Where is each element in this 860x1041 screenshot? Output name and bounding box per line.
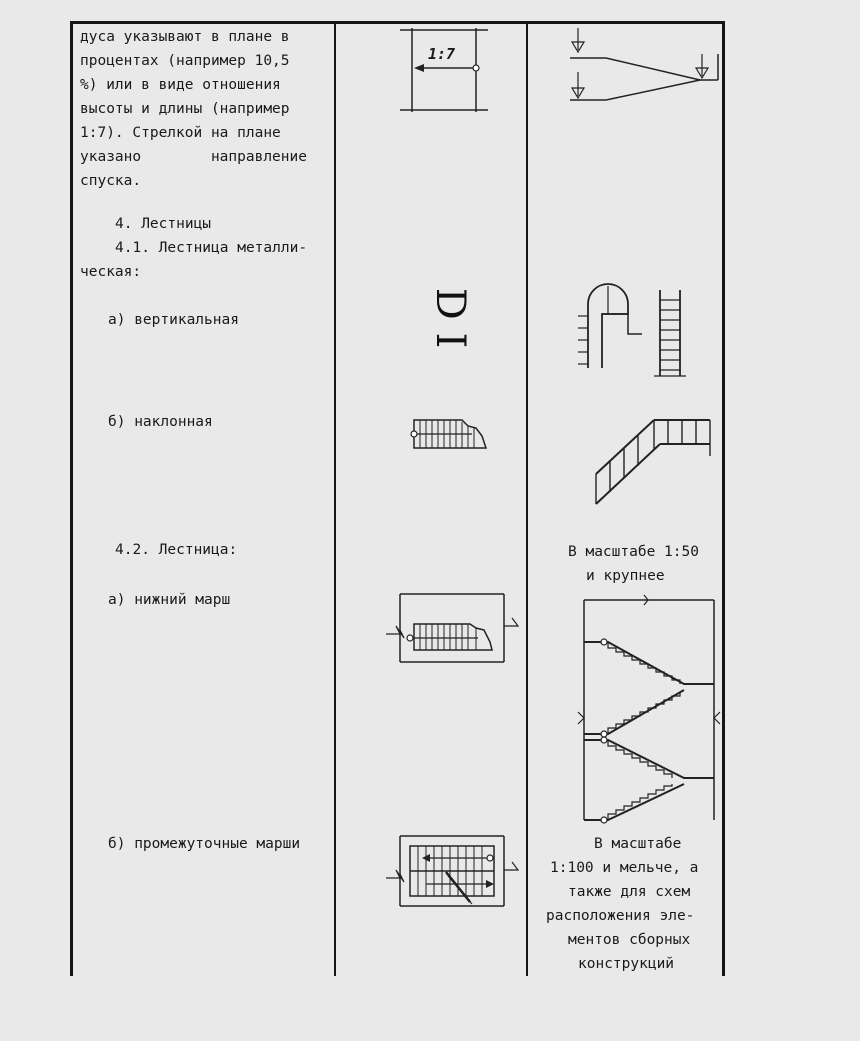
- vertical-ladder-drawing: [574, 284, 714, 384]
- paragraph-line: дуса указывают в плане в: [80, 29, 290, 45]
- vertical-ladder-symbol: D I: [427, 287, 473, 349]
- heading-staircase: 4.2. Лестница:: [115, 542, 238, 558]
- paragraph-line: указано направление: [80, 149, 307, 165]
- inclined-ladder-drawing: [592, 414, 714, 508]
- ramp-plan-symbol: [400, 28, 490, 114]
- scale-note-small-line: также для схем: [568, 884, 691, 900]
- scale-note-small-line: расположения эле-: [546, 908, 695, 924]
- heading-metal-ladder-cont: ческая:: [80, 264, 142, 280]
- ramp-section-drawing: [566, 28, 722, 108]
- table-left-border: [70, 21, 73, 976]
- staircase-section-drawing: [574, 594, 722, 826]
- column-divider-1: [334, 21, 336, 976]
- item-intermediate-flights: б) промежуточные марши: [108, 836, 301, 852]
- scale-note-small-line: 1:100 и мельче, а: [550, 860, 699, 876]
- paragraph-line: %) или в виде отношения: [80, 77, 281, 93]
- scale-note-large: В масштабе 1:50: [568, 544, 699, 560]
- paragraph-line: спуска.: [80, 173, 142, 189]
- inclined-ladder-plan-icon: [406, 412, 492, 452]
- paragraph-line: высоты и длины (например: [80, 101, 290, 117]
- scale-note-small-line: В масштабе: [594, 836, 682, 852]
- table-right-border: [722, 21, 725, 976]
- intermediate-flights-plan-icon: [386, 832, 518, 910]
- item-lower-flight: а) нижний марш: [108, 592, 231, 608]
- lower-flight-plan-icon: [386, 590, 518, 666]
- scale-note-small-line: ментов сборных: [568, 932, 691, 948]
- item-inclined-ladder: б) наклонная: [108, 414, 213, 430]
- column-divider-2: [526, 21, 528, 976]
- paragraph-line: процентах (например 10,5: [80, 53, 290, 69]
- scale-note-large-cont: и крупнее: [586, 568, 665, 584]
- scale-note-small-line: конструкций: [578, 956, 675, 972]
- heading-stairs: 4. Лестницы: [115, 216, 212, 232]
- heading-metal-ladder: 4.1. Лестница металли-: [115, 240, 308, 256]
- table-top-border: [70, 21, 725, 24]
- paragraph-line: 1:7). Стрелкой на плане: [80, 125, 281, 141]
- ramp-ratio-label: 1:7: [428, 45, 456, 63]
- item-vertical-ladder: а) вертикальная: [108, 312, 239, 328]
